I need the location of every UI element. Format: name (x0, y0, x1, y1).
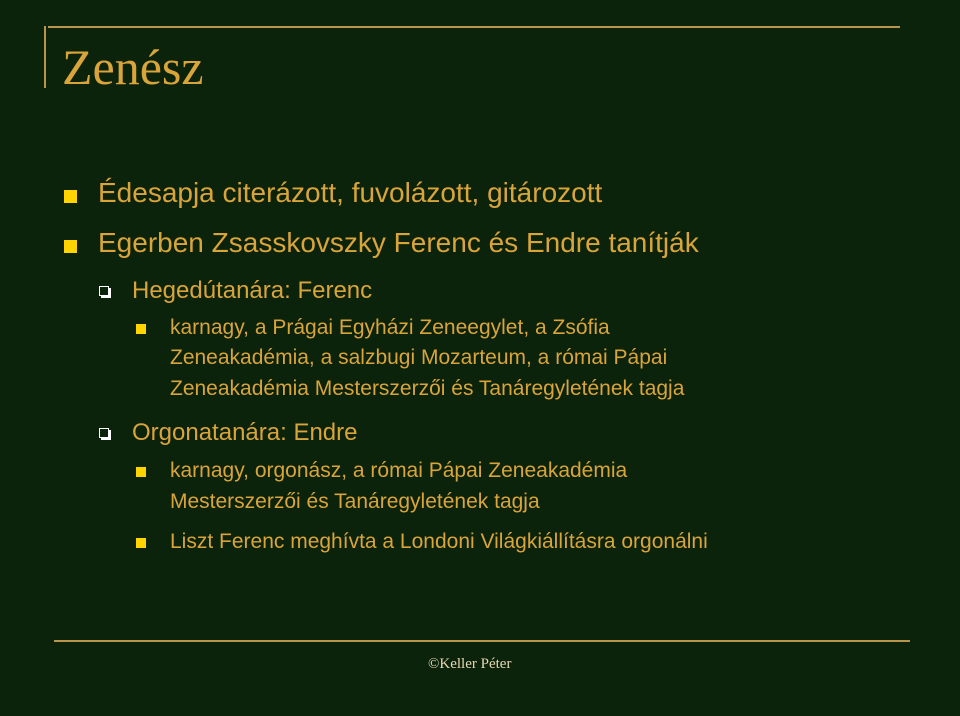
bullet-3: Hegedútanára: Ferenc (132, 277, 373, 304)
bullet-checkbox-icon (99, 286, 109, 296)
footer-copyright: ©Keller Péter (428, 656, 512, 672)
bullet-4-line-2: Zeneakadémia, a salzbugi Mozarteum, a római Pápai (170, 346, 668, 369)
bullet-6-line-1: karnagy, orgonász, a római Pápai Zeneakadémia (170, 459, 628, 482)
frame-bottom-line (54, 640, 910, 642)
bullet-square-icon (64, 240, 77, 253)
bullet-6-line-2: Mesterszerzői és Tanáregyletének tagja (170, 490, 540, 513)
frame-left-line (44, 26, 46, 88)
bullet-square-icon (136, 324, 146, 334)
bullet-2: Egerben Zsasskovszky Ferenc és Endre tanítják (98, 227, 699, 258)
slide-title: Zenész (62, 39, 204, 95)
bullet-1: Édesapja citerázott, fuvolázott, gitározott (98, 177, 603, 208)
bullet-square-icon (136, 467, 146, 477)
bullet-square-icon (64, 190, 77, 203)
bullet-4-line-1: karnagy, a Prágai Egyházi Zeneegylet, a Zsófia (170, 316, 610, 339)
bullet-5: Orgonatanára: Endre (132, 419, 358, 446)
bullet-7: Liszt Ferenc meghívta a Londoni Világkiállításra orgonálni (170, 530, 708, 553)
frame-top-line (48, 26, 900, 28)
bullet-4-line-3: Zeneakadémia Mesterszerzői és Tanáregyletének tagja (170, 377, 685, 400)
bullet-checkbox-icon (99, 428, 109, 438)
bullet-square-icon (136, 538, 146, 548)
